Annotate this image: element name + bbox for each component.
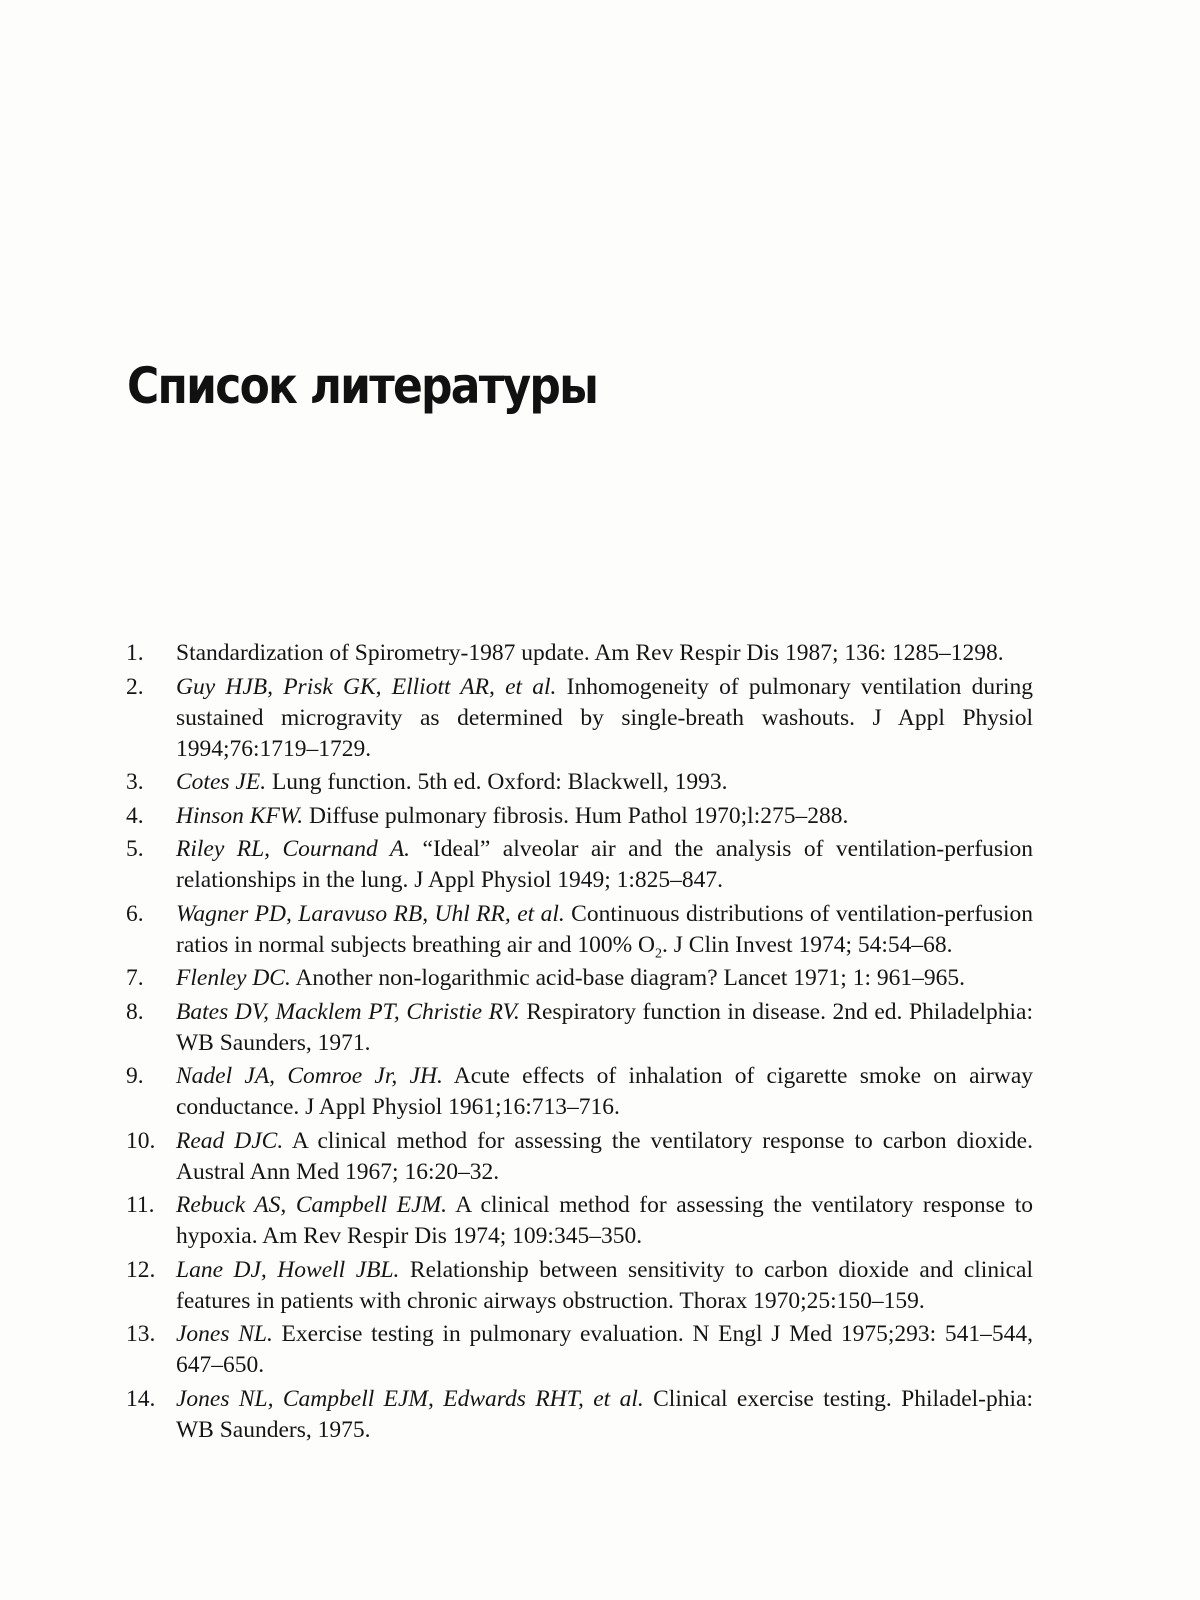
reference-text: Relationship between sensitivity to carbon dioxide and clinical features in patients with chronic airways obstruction. Thorax 1970;25:150–159. [176, 1256, 1033, 1314]
reference-number: 14. [126, 1385, 156, 1412]
reference-authors: Cotes JE. [176, 769, 267, 795]
reference-item [126, 997, 1033, 1059]
reference-authors: Guy HJB, Prisk GK, Elliott AR, et al. [176, 673, 557, 700]
reference-text: Another non-logarithmic acid-base diagram? Lancet 1971; 1: 961–965. [290, 965, 965, 991]
reference-text: Clinical exercise testing. Philadel-phia: WB Saunders, 1975. [176, 1385, 1033, 1443]
reference-item [126, 1384, 1033, 1446]
reference-text-after: . J Clin Invest 1974; 54:54–68. [662, 931, 953, 958]
reference-number: 6. [126, 900, 144, 927]
reference-authors: Lane DJ, Howell JBL. [176, 1256, 400, 1283]
reference-item [126, 1126, 1033, 1188]
reference-item [126, 899, 1033, 961]
reference-authors: Hinson KFW. [176, 802, 304, 829]
reference-item [126, 672, 1033, 765]
subscript-two: 2 [655, 946, 663, 962]
reference-item [126, 801, 1033, 832]
reference-authors: Nadel JA, Comroe Jr, JH. [176, 1063, 443, 1089]
reference-number: 8. [126, 998, 144, 1025]
reference-text: Lung function. 5th ed. Oxford: Blackwell, 1993. [266, 769, 728, 795]
reference-number: 12. [126, 1256, 156, 1283]
reference-number: 13. [126, 1321, 156, 1347]
reference-item [126, 963, 1033, 994]
reference-authors: Flenley DC. [176, 965, 291, 991]
reference-number: 3. [126, 769, 144, 795]
reference-text: Standardization of Spirometry-1987 update. Am Rev Respir Dis 1987; 136: 1285–1298. [176, 640, 1004, 666]
reference-number: 1. [126, 640, 144, 666]
reference-authors: Jones NL, Campbell EJM, Edwards RHT, et al. [176, 1385, 644, 1412]
reference-text: Respiratory function in disease. 2nd ed. Philadelphia: WB Saunders, 1971. [176, 998, 1033, 1056]
reference-number: 10. [126, 1127, 156, 1154]
reference-text: Diffuse pulmonary fibrosis. Hum Pathol 1970;l:275–288. [303, 802, 849, 829]
reference-number: 5. [126, 836, 144, 862]
reference-authors: Rebuck AS, Campbell EJM. [176, 1192, 448, 1218]
reference-authors: Riley RL, Cournand A. [176, 836, 411, 862]
reference-number: 2. [126, 673, 144, 700]
reference-item [126, 834, 1033, 896]
reference-authors: Read DJC. [176, 1127, 284, 1154]
reference-list [126, 638, 1033, 1448]
reference-item [126, 1190, 1033, 1252]
reference-item [126, 1061, 1033, 1123]
reference-item [126, 1319, 1033, 1381]
reference-authors: Bates DV, Macklem PT, Christie RV. [176, 998, 520, 1025]
reference-number: 4. [126, 802, 144, 829]
reference-text: Continuous distributions of ventilation-perfusion ratios in normal subjects breathing air and 100% O [176, 900, 1033, 958]
reference-text: Inhomogeneity of pulmonary ventilation during sustained microgravity as determined by single-breath washouts. J Appl Physiol 1994;76:1719–1729. [176, 673, 1034, 762]
reference-authors: Wagner PD, Laravuso RB, Uhl RR, et al. [176, 900, 565, 927]
reference-number: 9. [126, 1063, 144, 1089]
reference-number: 11. [126, 1192, 155, 1218]
reference-text: A clinical method for assessing the ventilatory response to carbon dioxide. Austral Ann Med 1967; 16:20–32. [176, 1127, 1033, 1185]
reference-text: Exercise testing in pulmonary evaluation. N Engl J Med 1975;293: 541–544, 647–650. [176, 1321, 1034, 1378]
reference-text: Acute effects of inhalation of cigarette smoke on airway conductance. J Appl Physiol 1961;16:713–716. [176, 1063, 1034, 1120]
reference-item [126, 1255, 1033, 1317]
reference-text: A clinical method for assessing the ventilatory response to hypoxia. Am Rev Respir Dis 1974; 109:345–350. [176, 1192, 1033, 1249]
reference-item [126, 767, 1033, 798]
reference-number: 7. [126, 965, 144, 991]
reference-item [126, 638, 1033, 669]
reference-authors: Jones NL. [176, 1321, 273, 1347]
reference-text: “Ideal” alveolar air and the analysis of ventilation-perfusion relationships in the lung. J Appl Physiol 1949; 1:825–847. [176, 836, 1033, 893]
page-title: Список литературы [127, 357, 598, 415]
